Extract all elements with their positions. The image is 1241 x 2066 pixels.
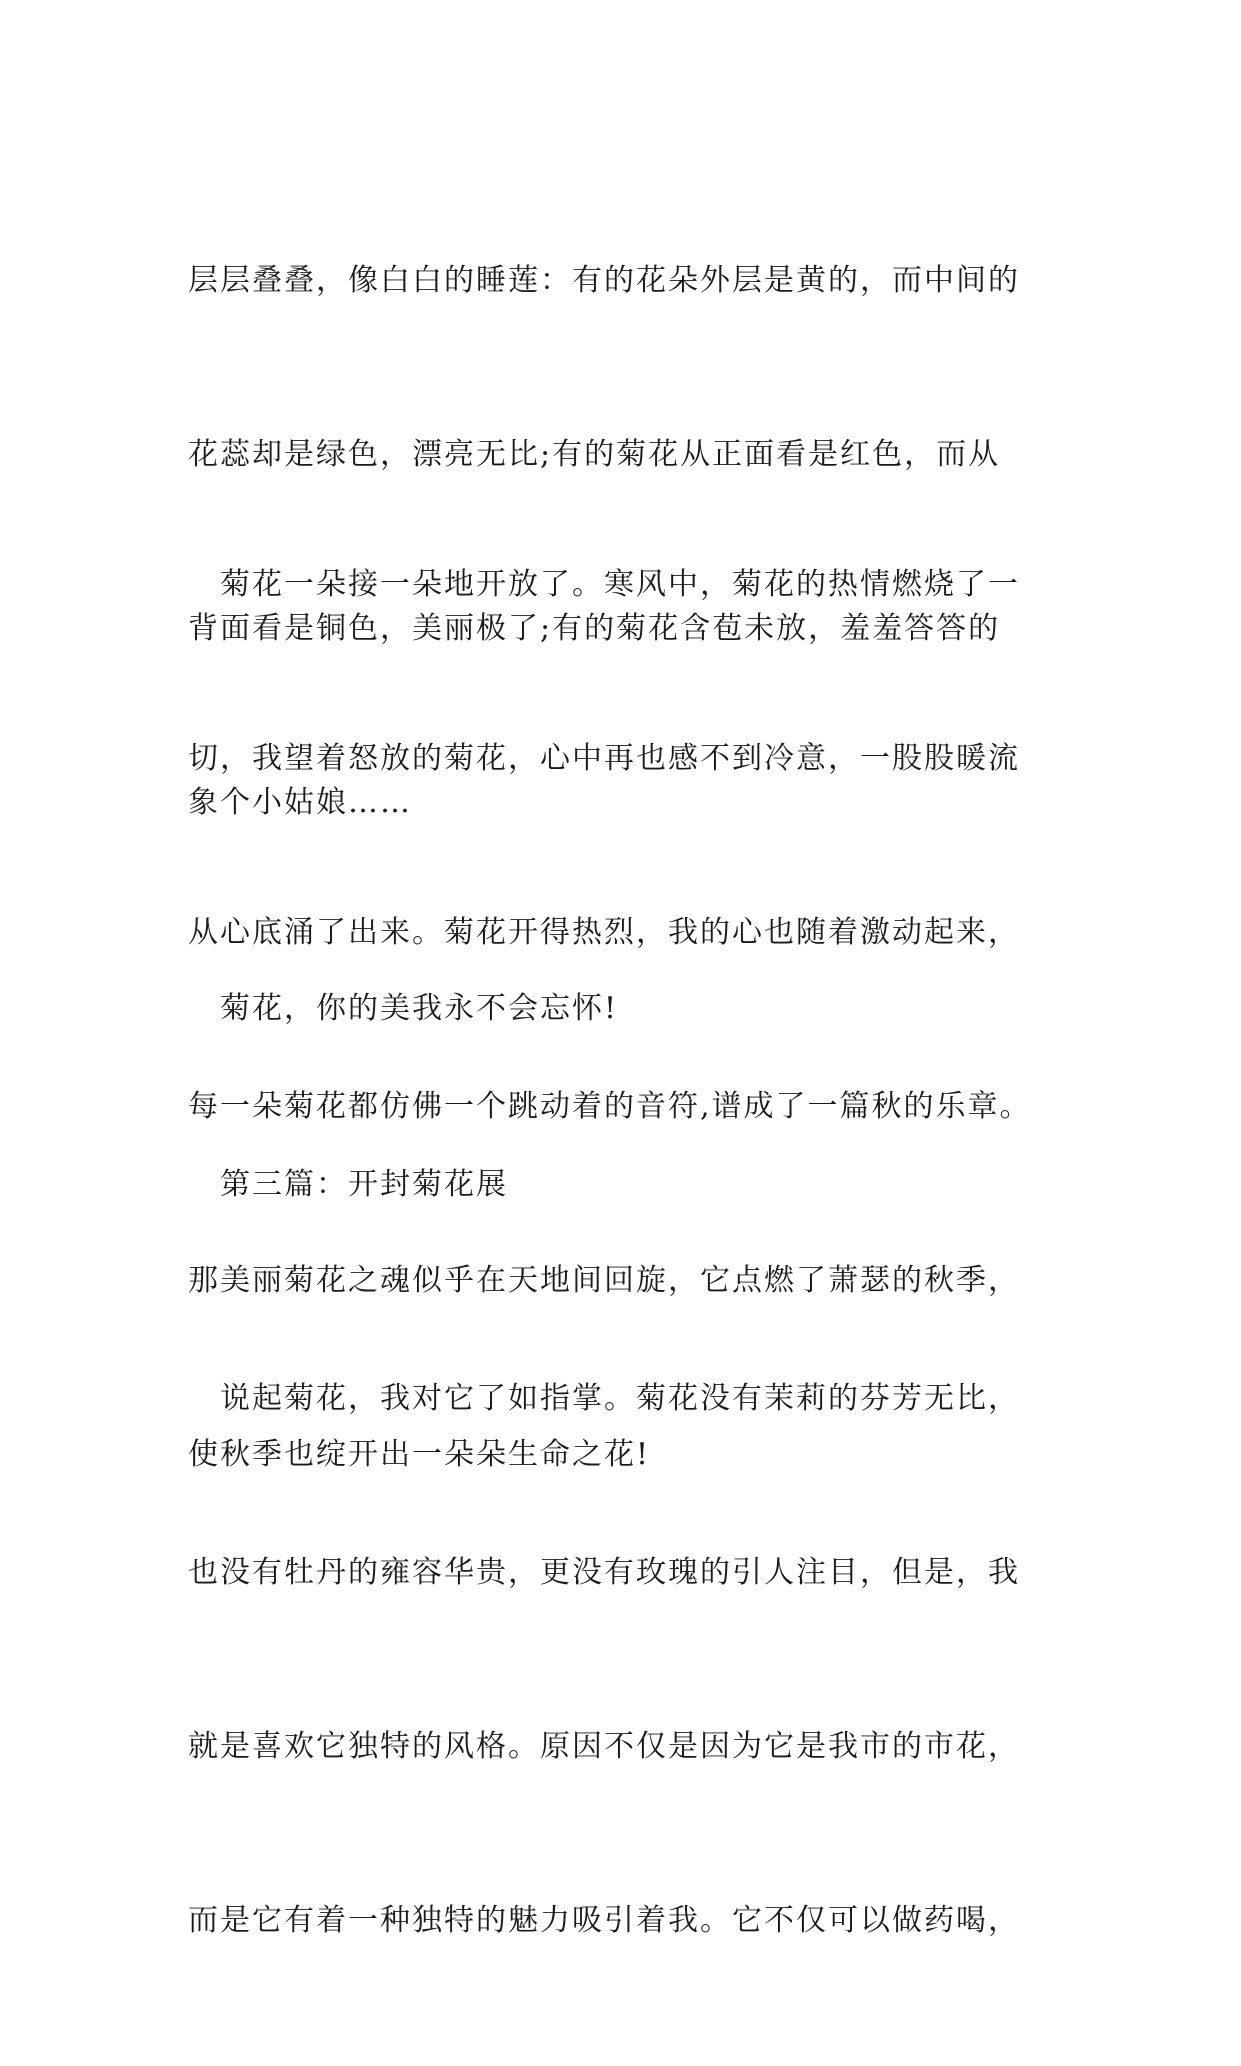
text-line: 而是它有着一种独特的魅力吸引着我。它不仅可以做药喝， (188, 1903, 1020, 1938)
text-line: 背面看是铜色，美丽极了;有的菊花含苞未放，羞羞答答的 (188, 611, 1001, 646)
text-line: 菊花一朵接一朵地开放了。寒风中，菊花的热情燃烧了一 (188, 567, 1020, 602)
text-line: 说起菊花，我对它了如指掌。菊花没有茉莉的芬芳无比， (188, 1381, 1020, 1416)
text-line: 层层叠叠，像白白的睡莲：有的花朵外层是黄的，而中间的 (188, 263, 1020, 298)
text-line: 象个小姑娘…… (188, 785, 412, 820)
text-line: 菊花，你的美我永不会忘怀! (188, 991, 619, 1026)
text-line: 第三篇：开封菊花展 (188, 1167, 508, 1202)
text-line: 从心底涌了出来。菊花开得热烈，我的心也随着激动起来， (188, 915, 1020, 950)
text-line: 切，我望着怒放的菊花，心中再也感不到冷意，一股股暖流 (188, 741, 1020, 776)
text-line: 使秋季也绽开出一朵朵生命之花! (188, 1437, 651, 1472)
text-line: 也没有牡丹的雍容华贵，更没有玫瑰的引人注目，但是，我 (188, 1555, 1020, 1590)
text-line: 花蕊却是绿色，漂亮无比;有的菊花从正面看是红色，而从 (188, 437, 1001, 472)
paragraph-4 (188, 1254, 1068, 2066)
text-line: 那美丽菊花之魂似乎在天地间回旋，它点燃了萧瑟的秋季， (188, 1263, 1020, 1298)
text-line: 就是喜欢它独特的风格。原因不仅是因为它是我市的市花， (188, 1729, 1020, 1764)
text-line: 每一朵菊花都仿佛一个跳动着的音符,谱成了一篇秋的乐章。 (188, 1089, 1032, 1124)
